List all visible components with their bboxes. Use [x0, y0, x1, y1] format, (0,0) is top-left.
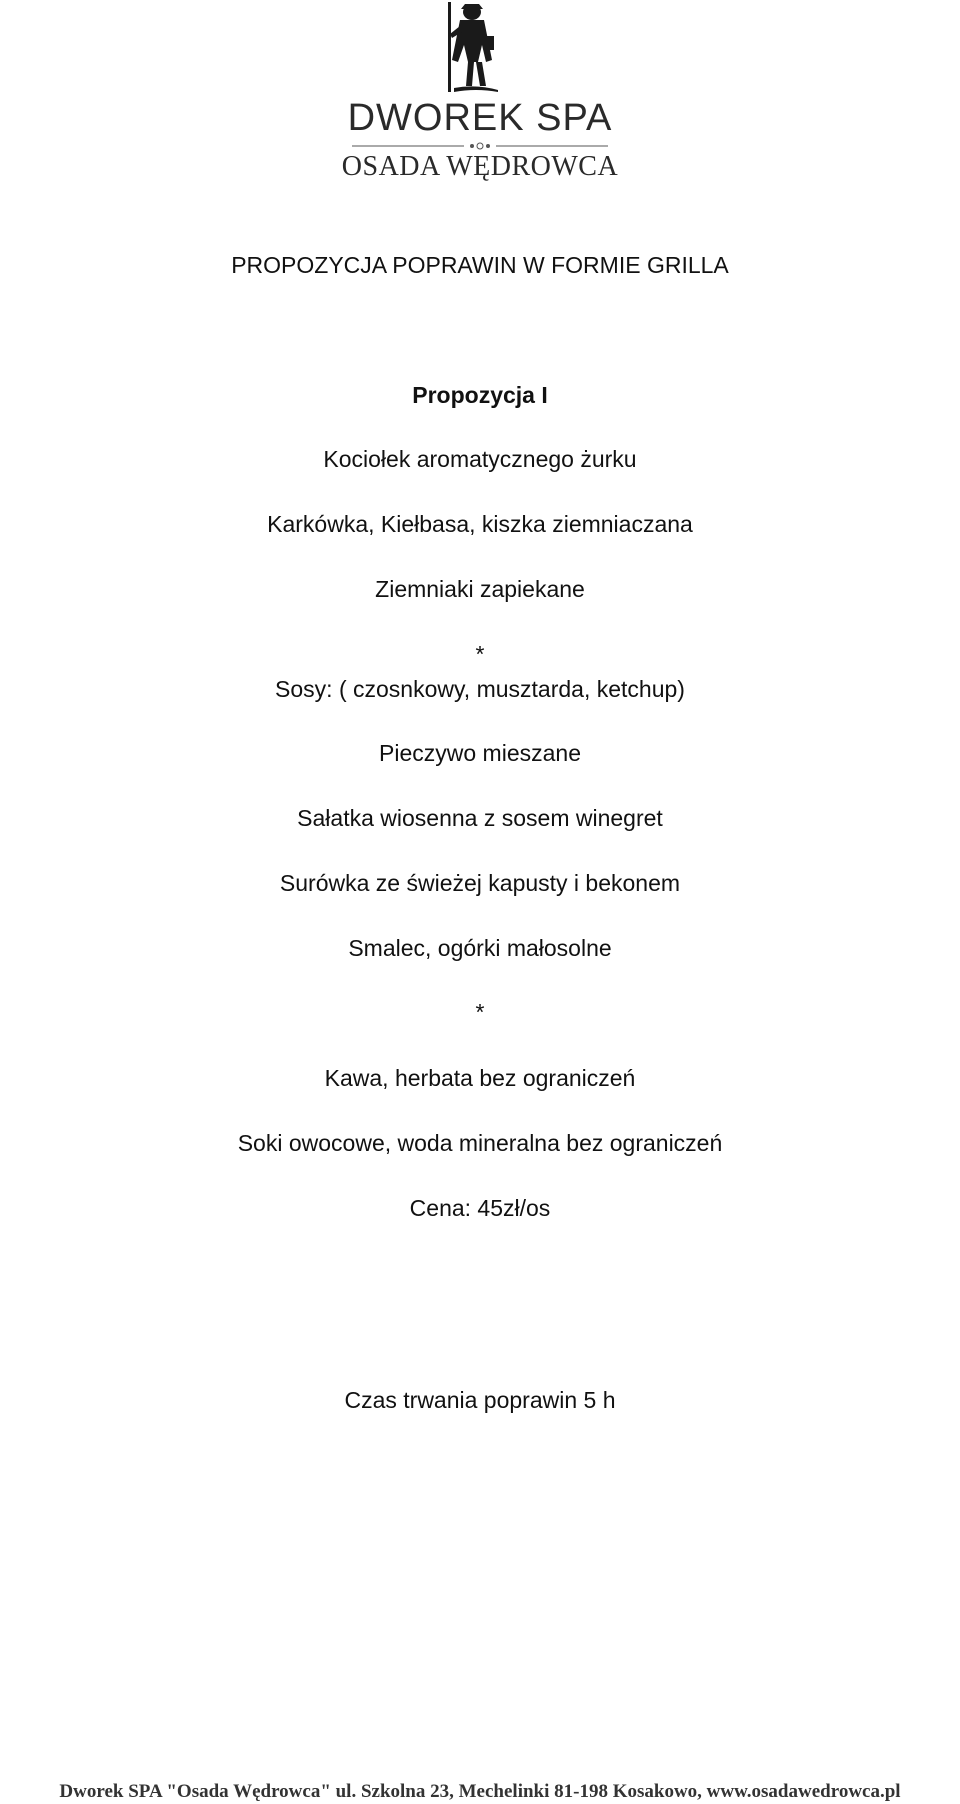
menu-item: Ziemniaki zapiekane [375, 576, 585, 602]
menu-item: Sałatka wiosenna z sosem winegret [297, 805, 663, 831]
price: Cena: 45zł/os [409, 1195, 551, 1221]
proposal-heading: Propozycja I [412, 382, 548, 408]
menu-item: Soki owocowe, woda mineralna bez ograniczeń [237, 1130, 723, 1156]
menu-item: Sosy: ( czosnkowy, musztarda, ketchup) [275, 676, 685, 702]
logo [0, 0, 960, 185]
page-title: PROPOZYCJA POPRAWIN W FORMIE GRILLA [231, 252, 729, 278]
menu-item: Pieczywo mieszane [379, 740, 581, 766]
menu-separator: * [475, 641, 485, 667]
menu-separator: * [475, 999, 485, 1025]
wanderer-figure-icon [442, 0, 510, 96]
logo-subtitle: OSADA WĘDROWCA [341, 151, 619, 182]
menu-item: Kawa, herbata bez ograniczeń [324, 1065, 636, 1091]
menu-item: Kociołek aromatycznego żurku [323, 446, 637, 472]
menu-item: Smalec, ogórki małosolne [348, 935, 612, 961]
logo-name: DWOREK SPA [347, 97, 613, 139]
menu-item: Karkówka, Kiełbasa, kiszka ziemniaczana [267, 511, 693, 537]
footer-address: Dworek SPA "Osada Wędrowca" ul. Szkolna 23, Mechelinki 81-198 Kosakowo, www.osadawedrowca.pl [59, 1781, 901, 1802]
menu-item: Surówka ze świeżej kapusty i bekonem [279, 870, 681, 896]
duration: Czas trwania poprawin 5 h [344, 1387, 616, 1413]
